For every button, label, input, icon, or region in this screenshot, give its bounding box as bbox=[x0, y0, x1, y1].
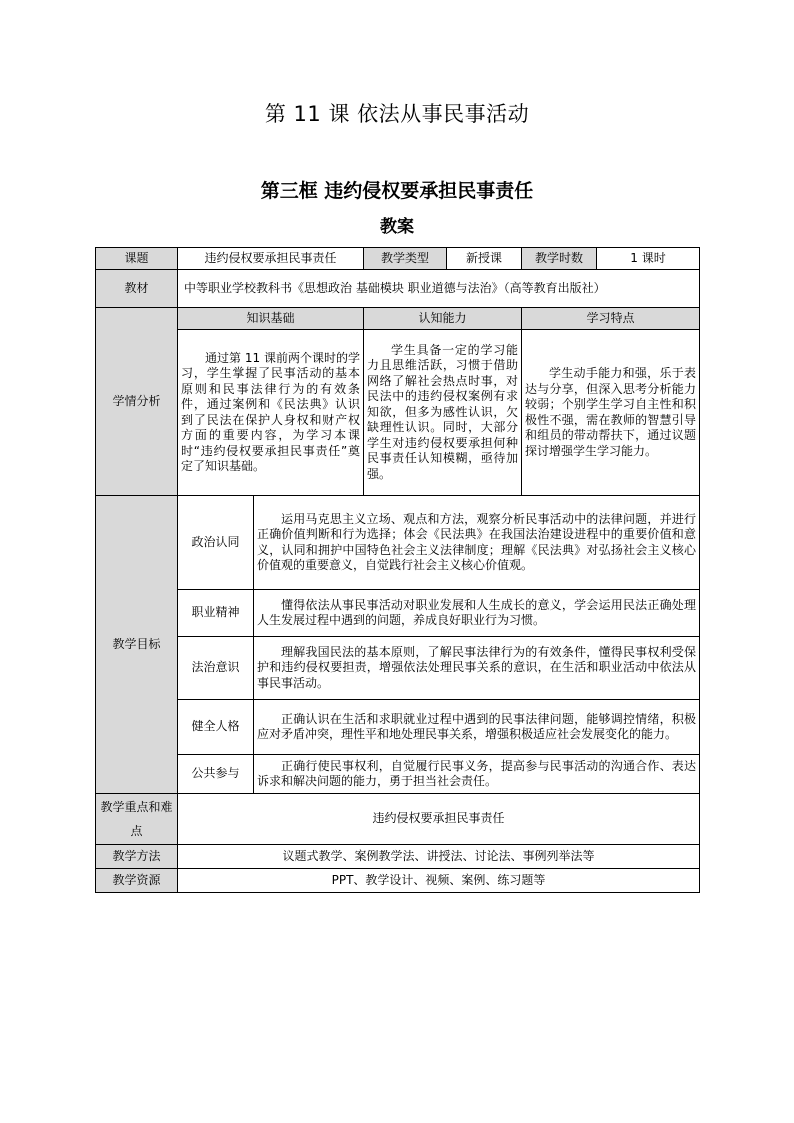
resources-value: PPT、教学设计、视频、案例、练习题等 bbox=[178, 869, 700, 893]
goal-name: 健全人格 bbox=[178, 700, 254, 755]
lesson-title: 第 11 课 依法从事民事活动 bbox=[264, 102, 530, 126]
analysis-header-learning: 学习特点 bbox=[522, 308, 700, 330]
textbook-row bbox=[96, 270, 700, 308]
goal-row bbox=[96, 637, 700, 700]
document-type: 教案 bbox=[380, 217, 414, 237]
goal-text: 正确认识在生活和求职就业过程中遇到的民事法律问题，能够调控情绪，积极应对矛盾冲突，理性平和地处理民事关系，增强积极适应社会发展变化的能力。 bbox=[254, 700, 700, 755]
teaching-goals-label: 教学目标 bbox=[96, 496, 178, 794]
methods-value: 议题式教学、案例教学法、讲授法、讨论法、事例列举法等 bbox=[178, 845, 700, 869]
goal-name: 职业精神 bbox=[178, 590, 254, 637]
goal-text: 运用马克思主义立场、观点和方法，观察分析民事活动中的法律问题，并进行正确价值判断和行为选择；体会《民法典》在我国法治建设进程中的重要价值和意义，认同和拥护中国特色社会主义法律制度；理解《民法典》对弘扬社会主义核心价值观的重要意义，自觉践行社会主义核心价值观。 bbox=[254, 496, 700, 590]
analysis-header-cognition: 认知能力 bbox=[364, 308, 522, 330]
resources-row bbox=[96, 869, 700, 893]
student-analysis-label: 学情分析 bbox=[96, 308, 178, 496]
methods-row bbox=[96, 845, 700, 869]
textbook-value: 中等职业学校教科书《思想政治 基础模块 职业道德与法治》（高等教育出版社） bbox=[178, 270, 700, 308]
goal-row bbox=[96, 700, 700, 755]
analysis-learning-text: 学生动手能力和强，乐于表达与分享，但深入思考分析能力较弱；个别学生学习自主性和积极性不强，需在教师的智慧引导和组员的带动帮扶下，通过议题探讨增强学生学习能力。 bbox=[522, 330, 700, 496]
goal-row bbox=[96, 496, 700, 590]
analysis-header-knowledge: 知识基础 bbox=[178, 308, 364, 330]
textbook-label: 教材 bbox=[96, 270, 178, 308]
topic-value: 违约侵权要承担民事责任 bbox=[178, 248, 364, 270]
analysis-knowledge-text: 通过第 11 课前两个课时的学习，学生掌握了民事活动的基本原则和民事法律行为的有效条件，通过案例和《民法典》认识到了民法在保护人身权和财产权方面的重要内容，为学习本课时“违约侵权要承担民事责任”奠定了知识基础。 bbox=[178, 330, 364, 496]
keypoints-value: 违约侵权要承担民事责任 bbox=[178, 794, 700, 845]
teaching-hours-value: 1 课时 bbox=[597, 248, 700, 270]
goal-row bbox=[96, 755, 700, 794]
analysis-header-row bbox=[96, 308, 700, 330]
lesson-plan-table bbox=[95, 247, 700, 893]
topic-label: 课题 bbox=[96, 248, 178, 270]
methods-label: 教学方法 bbox=[96, 845, 178, 869]
teaching-type-label: 教学类型 bbox=[364, 248, 447, 270]
keypoints-label: 教学重点和难点 bbox=[96, 794, 178, 845]
goal-name: 公共参与 bbox=[178, 755, 254, 794]
topic-row bbox=[96, 248, 700, 270]
analysis-content-row bbox=[96, 330, 700, 496]
keypoints-row bbox=[96, 794, 700, 845]
goal-name: 政治认同 bbox=[178, 496, 254, 590]
analysis-cognition-text: 学生具备一定的学习能力且思维活跃，习惯于借助网络了解社会热点时事，对民法中的违约侵权案例有求知欲，但多为感性认识，欠缺理性认识。同时，大部分学生对违约侵权要承担何种民事责任认知模糊，亟待加强。 bbox=[364, 330, 522, 496]
resources-label: 教学资源 bbox=[96, 869, 178, 893]
goal-text: 理解我国民法的基本原则，了解民事法律行为的有效条件，懂得民事权利受保护和违约侵权要担责，增强依法处理民事关系的意识，在生活和职业活动中依法从事民事活动。 bbox=[254, 637, 700, 700]
goal-row bbox=[96, 590, 700, 637]
teaching-type-value: 新授课 bbox=[447, 248, 522, 270]
teaching-hours-label: 教学时数 bbox=[522, 248, 597, 270]
goal-text: 懂得依法从事民事活动对职业发展和人生成长的意义，学会运用民法正确处理人生发展过程中遇到的问题，养成良好职业行为习惯。 bbox=[254, 590, 700, 637]
goal-text: 正确行使民事权利，自觉履行民事义务，提高参与民事活动的沟通合作、表达诉求和解决问题的能力，勇于担当社会责任。 bbox=[254, 755, 700, 794]
goal-name: 法治意识 bbox=[178, 637, 254, 700]
section-title: 第三框 违约侵权要承担民事责任 bbox=[260, 180, 534, 202]
